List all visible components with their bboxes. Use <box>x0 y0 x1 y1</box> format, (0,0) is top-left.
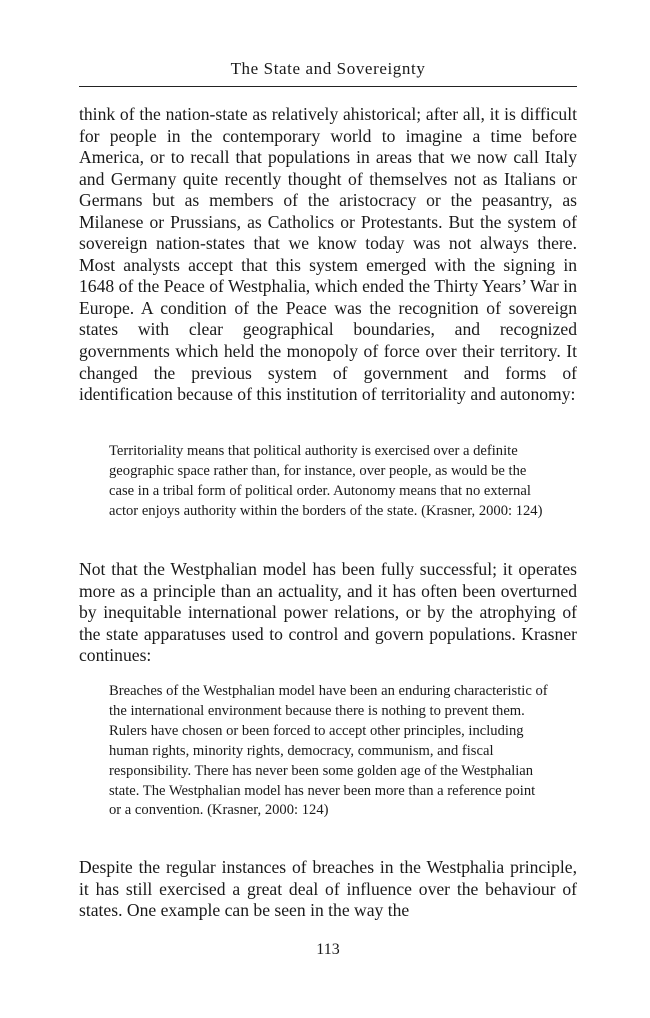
block-quote-1: Territoriality means that political authority is exercised over a definite geographic space rather than, for instance, over people, as would be the case in a tribal form of political order. Autonomy means that no external actor enjoys authority within the borders of the state. (Krasner, 2000: 124) <box>109 443 543 519</box>
header-rule <box>79 86 577 87</box>
body-paragraph-1: think of the nation-state as relatively ahistorical; after all, it is difficult for people in the contemporary world to imagine a time before America, or to recall that populations in areas that we now call Italy and Germany quite recently thought of themselves not as Italians or Germans but as members of the aristocracy or the peasantry, as Milanese or Prussians, as Catholics or Protestants. But the system of sovereign nation-states that we know today was not always there. Most analysts accept that this system emerged with the signing in 1648 of the Peace of Westphalia, which ended the Thirty Years’ War in Europe. A condition of the Peace was the recognition of sovereign states with clear geographical boundaries, and recognized governments which held the monopoly of force over their territory. It changed the previous system of government and forms of identification because of this institution of territoriality and autonomy: <box>79 104 577 405</box>
block-quote-2: Breaches of the Westphalian model have been an enduring characteristic of the international environment because there is nothing to prevent them. Rulers have chosen or been forced to accept other principles, including human rights, minority rights, democracy, communism, and fiscal responsibility. There has never been some golden age of the Westphalian state. The Westphalian model has never been more than a reference point or a convention. (Krasner, 2000: 124) <box>109 683 548 819</box>
body-paragraph-2: Not that the Westphalian model has been fully successful; it operates more as a principle than an actuality, and it has often been overturned by inequitable international power relations, or by the atrophying of the state apparatuses used to control and govern populations. Krasner continues: <box>79 559 577 666</box>
running-head: The State and Sovereignty <box>230 59 426 78</box>
page-number: 113 <box>316 941 340 958</box>
body-paragraph-3: Despite the regular instances of breaches in the Westphalia principle, it has still exercised a great deal of influence over the behaviour of states. One example can be seen in the way the <box>79 857 577 921</box>
